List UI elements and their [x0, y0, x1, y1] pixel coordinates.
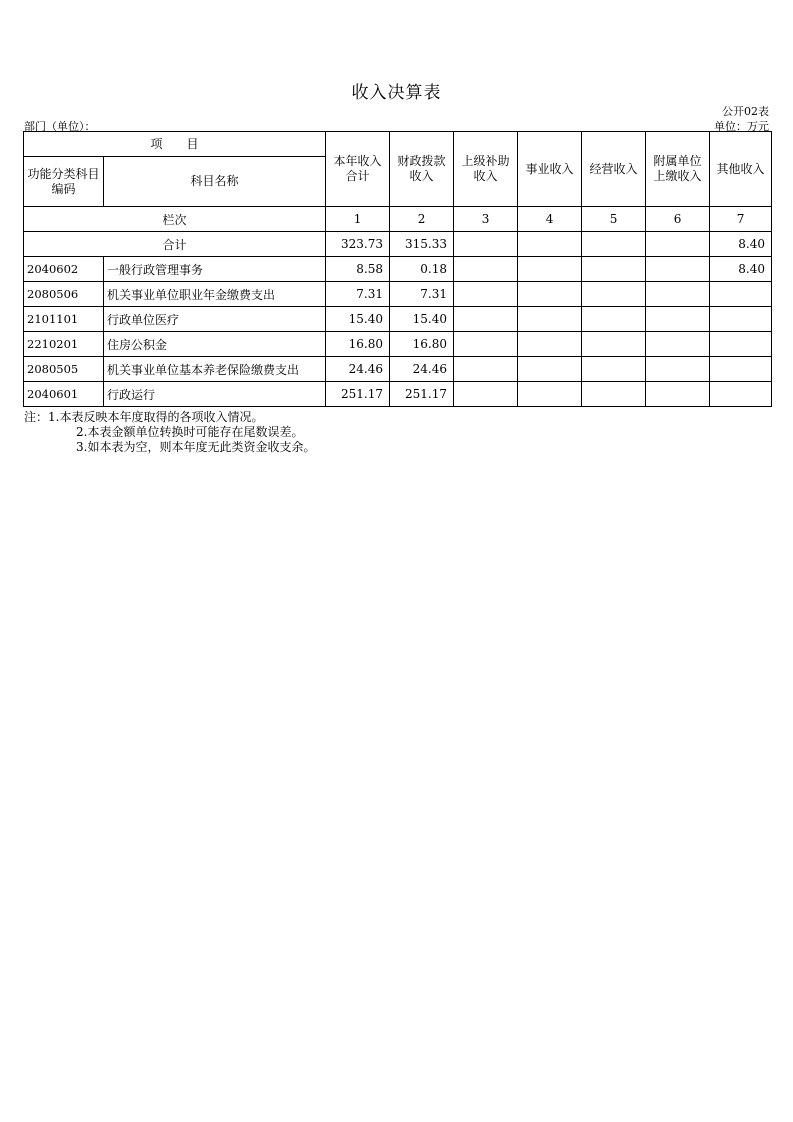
column-index-2: 2: [390, 207, 454, 232]
notes: [24, 410, 315, 455]
row-value: [454, 382, 518, 407]
row-value: [582, 332, 646, 357]
row-value: 24.46: [326, 357, 390, 382]
row-value: [518, 257, 582, 282]
row-name: 住房公积金: [104, 332, 326, 357]
row-value: 0.18: [390, 257, 454, 282]
row-value: 15.40: [326, 307, 390, 332]
table-row: [24, 382, 772, 407]
row-value: [518, 307, 582, 332]
row-value: 7.31: [326, 282, 390, 307]
header-col4: 事业收入: [518, 132, 582, 207]
department-label: 部门（单位）：: [24, 120, 96, 133]
column-index-1: 1: [326, 207, 390, 232]
row-value: [710, 332, 772, 357]
row-value: 251.17: [326, 382, 390, 407]
column-index-7: 7: [710, 207, 772, 232]
row-value: 24.46: [390, 357, 454, 382]
total-value: 315.33: [390, 232, 454, 257]
row-value: 251.17: [390, 382, 454, 407]
row-code: 2080505: [24, 357, 104, 382]
header-col1: 本年收入合计: [326, 132, 390, 207]
row-value: [518, 282, 582, 307]
total-label: 合计: [24, 232, 326, 257]
note-2: 2.本表金额单位转换时可能存在尾数误差。: [76, 425, 304, 439]
total-value: [582, 232, 646, 257]
header-code: 功能分类科目编码: [24, 157, 104, 207]
row-value: 15.40: [390, 307, 454, 332]
row-value: [710, 307, 772, 332]
table-row: [24, 332, 772, 357]
row-code: 2210201: [24, 332, 104, 357]
header-name: 科目名称: [104, 157, 326, 207]
total-row: [24, 232, 772, 257]
unit-label: 单位：万元: [714, 120, 769, 133]
row-value: 16.80: [390, 332, 454, 357]
row-code: 2101101: [24, 307, 104, 332]
row-value: 8.58: [326, 257, 390, 282]
column-index-6: 6: [646, 207, 710, 232]
row-value: [582, 357, 646, 382]
row-value: [454, 282, 518, 307]
header-item: 项 目: [24, 132, 326, 157]
column-index-row: [24, 207, 772, 232]
row-value: [710, 282, 772, 307]
table-row: [24, 307, 772, 332]
row-value: [646, 307, 710, 332]
row-value: [454, 332, 518, 357]
table-row: [24, 257, 772, 282]
row-value: [518, 382, 582, 407]
column-index-label: 栏次: [24, 207, 326, 232]
row-value: [646, 382, 710, 407]
column-index-3: 3: [454, 207, 518, 232]
row-value: [646, 357, 710, 382]
note-3: 3.如本表为空，则本年度无此类资金收支余。: [76, 440, 316, 454]
total-value: [646, 232, 710, 257]
income-table: [23, 131, 772, 407]
header-col6: 附属单位上缴收入: [646, 132, 710, 207]
note-1: 注：1.本表反映本年度取得的各项收入情况。: [24, 410, 264, 424]
row-name: 机关事业单位基本养老保险缴费支出: [104, 357, 326, 382]
row-value: [582, 282, 646, 307]
row-value: [454, 257, 518, 282]
row-value: [646, 257, 710, 282]
total-value: [454, 232, 518, 257]
row-value: [454, 307, 518, 332]
row-name: 一般行政管理事务: [104, 257, 326, 282]
row-value: [646, 332, 710, 357]
row-code: 2040601: [24, 382, 104, 407]
row-value: 7.31: [390, 282, 454, 307]
total-value: 323.73: [326, 232, 390, 257]
total-value: 8.40: [710, 232, 772, 257]
report-title: 收入决算表: [351, 83, 442, 103]
row-code: 2080506: [24, 282, 104, 307]
header-col3: 上级补助收入: [454, 132, 518, 207]
row-value: [518, 357, 582, 382]
row-value: [646, 282, 710, 307]
row-value: [454, 357, 518, 382]
table-row: [24, 282, 772, 307]
column-index-5: 5: [582, 207, 646, 232]
header-col2: 财政拨款收入: [390, 132, 454, 207]
row-value: [582, 307, 646, 332]
row-code: 2040602: [24, 257, 104, 282]
column-index-4: 4: [518, 207, 582, 232]
header-col5: 经营收入: [582, 132, 646, 207]
row-value: [710, 382, 772, 407]
row-value: [582, 257, 646, 282]
row-name: 机关事业单位职业年金缴费支出: [104, 282, 326, 307]
row-name: 行政单位医疗: [104, 307, 326, 332]
form-number: 公开02表: [722, 105, 769, 118]
header-col7: 其他收入: [710, 132, 772, 207]
row-value: 8.40: [710, 257, 772, 282]
row-value: [582, 382, 646, 407]
row-value: [710, 357, 772, 382]
total-value: [518, 232, 582, 257]
row-value: 16.80: [326, 332, 390, 357]
row-value: [518, 332, 582, 357]
table-row: [24, 357, 772, 382]
row-name: 行政运行: [104, 382, 326, 407]
